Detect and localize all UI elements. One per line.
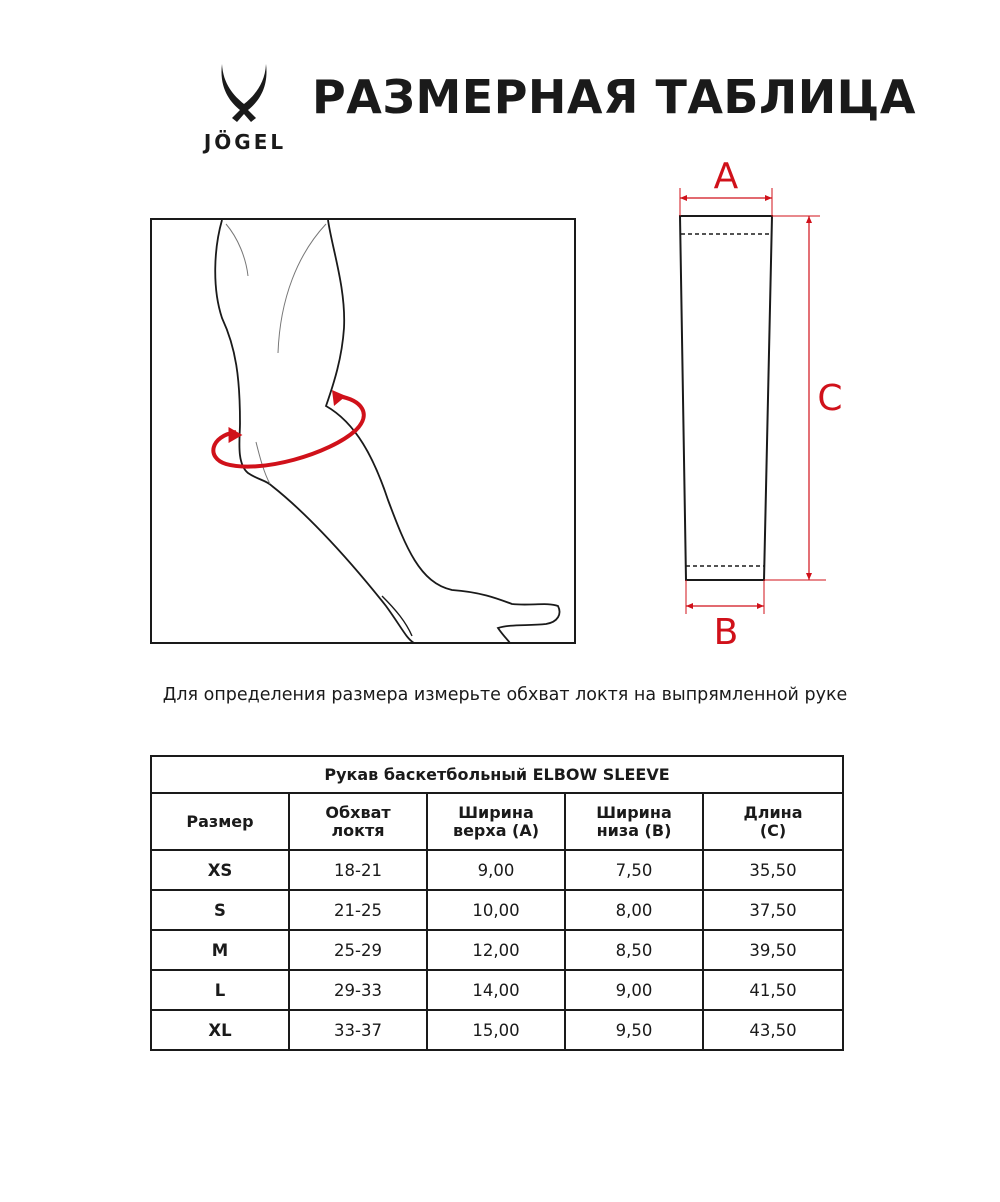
dimension-b-label: B <box>713 612 739 653</box>
sleeve-dimension-diagram <box>660 150 860 660</box>
page-title: РАЗМЕРНАЯ ТАБЛИЦА <box>312 70 916 124</box>
bottom-width-cell: 7,50 <box>565 850 703 890</box>
hand-contour <box>382 596 412 636</box>
size-cell: M <box>151 930 289 970</box>
top-width-cell: 12,00 <box>427 930 565 970</box>
size-cell: XL <box>151 1010 289 1050</box>
arm-outline-outer <box>326 220 560 643</box>
sleeve-outline <box>680 216 772 580</box>
header-elbow-girth: Обхват локтя <box>289 793 427 850</box>
length-cell: 43,50 <box>703 1010 843 1050</box>
elbow-girth-cell: 33-37 <box>289 1010 427 1050</box>
illustration-frame <box>151 219 575 643</box>
bottom-width-cell: 9,50 <box>565 1010 703 1050</box>
elbow-measurement-illustration <box>150 218 576 644</box>
length-cell: 35,50 <box>703 850 843 890</box>
elbow-girth-cell: 29-33 <box>289 970 427 1010</box>
table-row <box>151 890 843 930</box>
table-row <box>151 1010 843 1050</box>
elbow-girth-cell: 21-25 <box>289 890 427 930</box>
length-cell: 39,50 <box>703 930 843 970</box>
size-cell: L <box>151 970 289 1010</box>
table-row <box>151 930 843 970</box>
top-width-cell: 10,00 <box>427 890 565 930</box>
header-size: Размер <box>151 793 289 850</box>
brand-wordmark: JÖGEL <box>203 130 287 154</box>
header-length: Длина (C) <box>703 793 843 850</box>
bottom-width-cell: 8,50 <box>565 930 703 970</box>
arm-outline-inner <box>215 220 414 643</box>
dimension-c-label: C <box>817 378 843 419</box>
table-row <box>151 850 843 890</box>
size-table <box>150 755 844 1051</box>
elbow-girth-cell: 25-29 <box>289 930 427 970</box>
bottom-width-cell: 8,00 <box>565 890 703 930</box>
header-bottom-width: Ширина низа (B) <box>565 793 703 850</box>
length-cell: 41,50 <box>703 970 843 1010</box>
top-width-cell: 14,00 <box>427 970 565 1010</box>
top-width-cell: 9,00 <box>427 850 565 890</box>
top-width-cell: 15,00 <box>427 1010 565 1050</box>
table-caption: Рукав баскетбольный ELBOW SLEEVE <box>151 756 843 793</box>
bottom-width-cell: 9,00 <box>565 970 703 1010</box>
measurement-instruction: Для определения размера измерьте обхват локтя на выпрямленной руке <box>162 685 848 705</box>
header-top-width: Ширина верха (A) <box>427 793 565 850</box>
arm-muscle-line <box>278 224 326 353</box>
size-cell: S <box>151 890 289 930</box>
table-header-row <box>151 793 843 850</box>
dimension-a-label: A <box>713 156 739 197</box>
arm-muscle-line <box>226 224 248 276</box>
table-row <box>151 970 843 1010</box>
size-cell: XS <box>151 850 289 890</box>
length-cell: 37,50 <box>703 890 843 930</box>
elbow-girth-cell: 18-21 <box>289 850 427 890</box>
